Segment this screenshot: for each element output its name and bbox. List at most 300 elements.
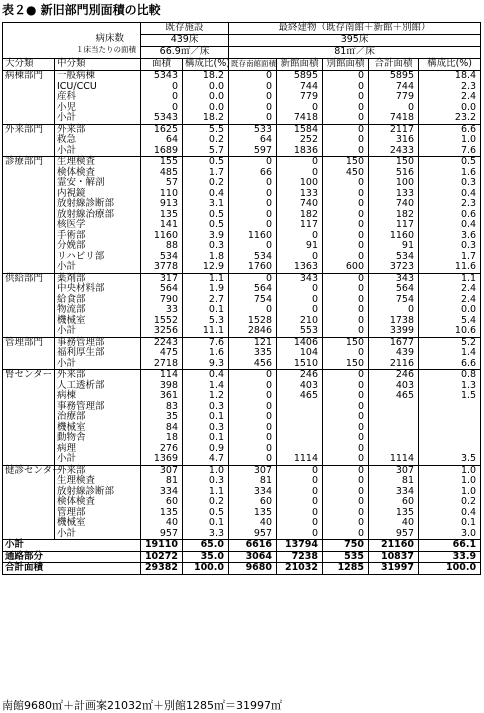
value-cell: 64 [141, 135, 183, 146]
value-cell: 0 [323, 465, 369, 476]
minor-category-cell: 検体検査 [55, 497, 141, 508]
value-cell: 0.5 [183, 508, 229, 519]
value-cell: 1114 [369, 454, 419, 465]
value-cell: 0 [229, 103, 277, 114]
minor-category-cell: 生理検査 [55, 157, 141, 168]
value-cell: 246 [277, 370, 323, 381]
value-cell: 246 [369, 370, 419, 381]
minor-category-cell: 放射線診断部 [55, 199, 141, 210]
major-category-cell [3, 326, 55, 337]
value-cell: 0 [277, 231, 323, 242]
value-cell [369, 402, 419, 413]
value-cell: 40 [229, 518, 277, 529]
value-cell: 0.3 [183, 423, 229, 434]
value-cell: 534 [141, 252, 183, 263]
value-cell: 100 [277, 178, 323, 189]
value-cell: 740 [277, 199, 323, 210]
value-cell: 121 [229, 337, 277, 348]
value-cell: 135 [369, 508, 419, 519]
value-cell: 60 [229, 497, 277, 508]
minor-category-cell: 小計 [55, 359, 141, 370]
major-category-cell [3, 135, 55, 146]
value-cell: 1406 [277, 337, 323, 348]
value-cell: 0 [323, 273, 369, 284]
footer-value-cell: 13794 [277, 540, 323, 552]
value-cell: 0 [229, 273, 277, 284]
value-cell: 182 [277, 210, 323, 221]
value-cell: 1114 [277, 454, 323, 465]
value-cell: 0 [323, 391, 369, 402]
major-category-cell: 診療部門 [3, 157, 55, 168]
value-cell: 1.5 [419, 391, 481, 402]
table-row [3, 113, 481, 124]
minor-category-cell: 病理 [55, 444, 141, 455]
value-cell: 0 [323, 476, 369, 487]
value-cell: 1.0 [419, 465, 481, 476]
major-category-cell [3, 454, 55, 465]
major-category-cell [3, 113, 55, 124]
value-cell: 0 [277, 508, 323, 519]
value-cell: 0 [229, 71, 277, 82]
major-category-cell [3, 295, 55, 306]
value-cell: 335 [229, 348, 277, 359]
minor-category-cell: 小計 [55, 146, 141, 157]
minor-category-cell: 手術部 [55, 231, 141, 242]
value-cell: 0.1 [183, 412, 229, 423]
value-cell: 5343 [141, 113, 183, 124]
minor-category-cell: 外来部 [55, 124, 141, 135]
value-cell: 0 [323, 284, 369, 295]
value-cell: 3.1 [183, 199, 229, 210]
value-cell: 0.0 [183, 82, 229, 93]
value-cell: 33 [141, 305, 183, 316]
major-category-cell [3, 476, 55, 487]
value-cell: 1.0 [183, 465, 229, 476]
value-cell: 1.6 [419, 168, 481, 179]
value-cell: 6.6 [419, 124, 481, 135]
value-cell: 1.0 [419, 487, 481, 498]
minor-category-cell: 機械室 [55, 423, 141, 434]
footer-value-cell: 100.0 [419, 563, 481, 575]
value-cell: 0 [229, 92, 277, 103]
table-row [3, 326, 481, 337]
footer-row [3, 551, 481, 563]
footer-value-cell: 535 [323, 551, 369, 563]
value-cell: 0.3 [419, 241, 481, 252]
major-category-cell [3, 82, 55, 93]
value-cell: 0 [229, 433, 277, 444]
col-header-annex: 別館面積 [323, 59, 369, 71]
value-cell: 0 [229, 402, 277, 413]
value-cell: 7418 [369, 113, 419, 124]
header-group-existing: 既存施設 [141, 23, 229, 35]
major-category-cell [3, 231, 55, 242]
footer-value-cell: 21032 [277, 563, 323, 575]
value-cell: 0.1 [419, 518, 481, 529]
value-cell: 465 [277, 391, 323, 402]
value-cell: 403 [277, 381, 323, 392]
value-cell: 1369 [141, 454, 183, 465]
minor-category-cell: 放射線治療部 [55, 210, 141, 221]
value-cell: 2.3 [419, 82, 481, 93]
value-cell: 1510 [277, 359, 323, 370]
col-header-total: 合計面積 [369, 59, 419, 71]
value-cell: 564 [229, 284, 277, 295]
value-cell: 0 [277, 168, 323, 179]
value-cell: 0 [323, 316, 369, 327]
value-cell: 0 [277, 465, 323, 476]
major-category-cell [3, 391, 55, 402]
value-cell: 1738 [369, 316, 419, 327]
value-cell: 91 [277, 241, 323, 252]
value-cell: 2433 [369, 146, 419, 157]
value-cell: 11.1 [183, 326, 229, 337]
header-group-final: 最終建物（既存南館＋新館＋別館） [229, 23, 481, 35]
table-row [3, 262, 481, 273]
major-category-cell [3, 529, 55, 540]
footer-value-cell: 35.0 [183, 551, 229, 563]
minor-category-cell: 病棟 [55, 391, 141, 402]
value-cell: 135 [141, 508, 183, 519]
value-cell: 5.4 [419, 316, 481, 327]
minor-category-cell: 内視鏡 [55, 189, 141, 200]
minor-category-cell: 小計 [55, 529, 141, 540]
major-category-cell: 健診センター [3, 465, 55, 476]
value-cell: 334 [141, 487, 183, 498]
value-cell [369, 412, 419, 423]
value-cell: 0 [323, 454, 369, 465]
value-cell: 3723 [369, 262, 419, 273]
value-cell: 0.6 [419, 210, 481, 221]
value-cell: 0.5 [419, 157, 481, 168]
value-cell [419, 423, 481, 434]
value-cell: 3778 [141, 262, 183, 273]
footer-value-cell: 33.9 [419, 551, 481, 563]
value-cell: 307 [369, 465, 419, 476]
value-cell [369, 433, 419, 444]
major-category-cell [3, 487, 55, 498]
value-cell: 307 [229, 465, 277, 476]
value-cell: 0.4 [419, 508, 481, 519]
value-cell: 276 [141, 444, 183, 455]
per-bed-existing: 66.9㎡／床 [141, 47, 229, 59]
major-category-cell [3, 412, 55, 423]
col-header-new: 新館面積 [277, 59, 323, 71]
value-cell: 485 [141, 168, 183, 179]
beds-label: 病床数 [95, 33, 124, 44]
per-bed-label: １床当たりの面積 [76, 44, 136, 54]
major-category-cell [3, 241, 55, 252]
value-cell: 0 [323, 71, 369, 82]
col-header-minor: 中分類 [55, 59, 141, 71]
value-cell: 465 [369, 391, 419, 402]
value-cell: 7418 [277, 113, 323, 124]
value-cell: 0.0 [419, 305, 481, 316]
footer-value-cell: 10272 [141, 551, 183, 563]
value-cell: 0 [323, 146, 369, 157]
value-cell: 0 [229, 220, 277, 231]
footer-row [3, 563, 481, 575]
value-cell: 0 [229, 210, 277, 221]
value-cell: 913 [141, 199, 183, 210]
value-cell: 317 [141, 273, 183, 284]
header-blank [3, 23, 141, 59]
major-category-cell [3, 359, 55, 370]
value-cell: 316 [369, 135, 419, 146]
area-comparison-table [2, 22, 481, 575]
major-category-cell [3, 92, 55, 103]
value-cell: 0 [229, 199, 277, 210]
value-cell: 0.1 [183, 518, 229, 529]
value-cell: 744 [369, 82, 419, 93]
value-cell: 182 [369, 210, 419, 221]
value-cell: 150 [323, 157, 369, 168]
value-cell: 135 [229, 508, 277, 519]
value-cell: 957 [141, 529, 183, 540]
value-cell: 456 [229, 359, 277, 370]
value-cell: 35 [141, 412, 183, 423]
value-cell: 0 [323, 444, 369, 455]
value-cell: 0 [323, 423, 369, 434]
value-cell: 141 [141, 220, 183, 231]
footer-value-cell: 19110 [141, 540, 183, 552]
value-cell: 6.6 [419, 359, 481, 370]
major-category-cell: 病棟部門 [3, 71, 55, 82]
value-cell: 1.1 [419, 273, 481, 284]
value-cell: 60 [369, 497, 419, 508]
minor-category-cell: 小計 [55, 113, 141, 124]
value-cell: 7.6 [183, 337, 229, 348]
value-cell: 534 [229, 252, 277, 263]
value-cell: 1.7 [419, 252, 481, 263]
value-cell: 957 [229, 529, 277, 540]
value-cell: 66 [229, 168, 277, 179]
major-category-cell [3, 220, 55, 231]
value-cell: 1.1 [183, 273, 229, 284]
value-cell: 0 [229, 391, 277, 402]
value-cell: 0.5 [183, 210, 229, 221]
footer-value-cell: 65.0 [183, 540, 229, 552]
value-cell: 2117 [369, 124, 419, 135]
footer-value-cell: 21160 [369, 540, 419, 552]
value-cell: 533 [229, 124, 277, 135]
value-cell: 0 [323, 113, 369, 124]
major-category-cell [3, 103, 55, 114]
major-category-cell [3, 518, 55, 529]
value-cell: 779 [277, 92, 323, 103]
value-cell: 2.4 [419, 295, 481, 306]
value-cell: 0 [141, 92, 183, 103]
value-cell: 1.4 [183, 381, 229, 392]
value-cell: 18.4 [419, 71, 481, 82]
value-cell: 1160 [369, 231, 419, 242]
value-cell: 0 [277, 518, 323, 529]
value-cell: 3.3 [183, 529, 229, 540]
minor-category-cell: 事務管理部 [55, 337, 141, 348]
value-cell: 0 [323, 487, 369, 498]
value-cell: 2116 [369, 359, 419, 370]
value-cell: 5.7 [183, 146, 229, 157]
value-cell: 1160 [141, 231, 183, 242]
table-row [3, 529, 481, 540]
value-cell: 779 [369, 92, 419, 103]
value-cell: 0 [323, 381, 369, 392]
value-cell: 361 [141, 391, 183, 402]
value-cell: 60 [141, 497, 183, 508]
value-cell: 1689 [141, 146, 183, 157]
footer-value-cell: 750 [323, 540, 369, 552]
value-cell: 1.9 [183, 284, 229, 295]
footer-label-cell: 通路部分 [3, 551, 141, 563]
minor-category-cell: リハビリ部 [55, 252, 141, 263]
table-row [3, 454, 481, 465]
value-cell: 133 [277, 189, 323, 200]
value-cell: 1625 [141, 124, 183, 135]
footer-row [3, 540, 481, 552]
value-cell: 0 [229, 82, 277, 93]
minor-category-cell: 外来部 [55, 370, 141, 381]
value-cell: 0.1 [183, 305, 229, 316]
table-title: 表２● 新旧部門別面積の比較 [2, 3, 161, 17]
value-cell: 0 [229, 113, 277, 124]
value-cell: 0 [323, 231, 369, 242]
value-cell: 0 [229, 305, 277, 316]
value-cell: 0 [277, 157, 323, 168]
value-cell: 104 [277, 348, 323, 359]
minor-category-cell: 分娩部 [55, 241, 141, 252]
value-cell: 3256 [141, 326, 183, 337]
value-cell: 5.3 [183, 316, 229, 327]
value-cell: 0.4 [419, 189, 481, 200]
value-cell: 600 [323, 262, 369, 273]
minor-category-cell: 小児 [55, 103, 141, 114]
col-header-south: 既存南館面積 [229, 59, 277, 71]
minor-category-cell: 機械室 [55, 316, 141, 327]
table-row [3, 178, 481, 189]
value-cell: 81 [369, 476, 419, 487]
value-cell: 12.9 [183, 262, 229, 273]
major-category-cell [3, 402, 55, 413]
value-cell: 83 [141, 402, 183, 413]
major-category-cell [3, 433, 55, 444]
value-cell: 0.8 [419, 370, 481, 381]
value-cell: 0 [323, 92, 369, 103]
value-cell: 0 [323, 370, 369, 381]
major-category-cell [3, 146, 55, 157]
major-category-cell [3, 189, 55, 200]
value-cell: 398 [141, 381, 183, 392]
value-cell: 18.2 [183, 71, 229, 82]
value-cell: 0 [277, 476, 323, 487]
minor-category-cell: 産科 [55, 92, 141, 103]
value-cell [277, 433, 323, 444]
value-cell: 0 [323, 497, 369, 508]
value-cell: 0.4 [419, 220, 481, 231]
value-cell: 0 [141, 82, 183, 93]
value-cell: 1528 [229, 316, 277, 327]
value-cell: 1.2 [183, 391, 229, 402]
value-cell: 40 [369, 518, 419, 529]
value-cell: 0 [323, 241, 369, 252]
value-cell: 1677 [369, 337, 419, 348]
value-cell: 0 [323, 305, 369, 316]
major-category-cell [3, 178, 55, 189]
value-cell: 91 [369, 241, 419, 252]
value-cell: 150 [323, 337, 369, 348]
value-cell: 740 [369, 199, 419, 210]
value-cell [419, 402, 481, 413]
value-cell: 343 [277, 273, 323, 284]
minor-category-cell: 機械室 [55, 518, 141, 529]
value-cell: 754 [229, 295, 277, 306]
value-cell: 0.0 [183, 92, 229, 103]
value-cell [369, 423, 419, 434]
value-cell: 553 [277, 326, 323, 337]
value-cell: 0.2 [183, 178, 229, 189]
major-category-cell [3, 508, 55, 519]
total-caption: 南館9680㎡＋計画案21032㎡＋別館1285㎡＝31997㎡ [2, 699, 282, 712]
minor-category-cell: 小計 [55, 262, 141, 273]
value-cell: 0.4 [183, 189, 229, 200]
value-cell: 1363 [277, 262, 323, 273]
value-cell: 0 [323, 82, 369, 93]
value-cell: 0 [323, 326, 369, 337]
footer-value-cell: 3064 [229, 551, 277, 563]
value-cell: 0 [277, 252, 323, 263]
value-cell: 1.3 [419, 381, 481, 392]
beds-existing: 439床 [141, 35, 229, 47]
value-cell: 0.3 [183, 241, 229, 252]
footer-value-cell: 7238 [277, 551, 323, 563]
value-cell: 252 [277, 135, 323, 146]
footer-value-cell: 9680 [229, 563, 277, 575]
value-cell: 0 [229, 412, 277, 423]
value-cell: 64 [229, 135, 277, 146]
value-cell: 18 [141, 433, 183, 444]
value-cell [419, 412, 481, 423]
value-cell: 1584 [277, 124, 323, 135]
value-cell: 0.9 [183, 444, 229, 455]
value-cell: 1.0 [419, 476, 481, 487]
value-cell: 0 [229, 370, 277, 381]
value-cell: 155 [141, 157, 183, 168]
value-cell: 0 [229, 444, 277, 455]
value-cell: 0.2 [183, 135, 229, 146]
value-cell: 0 [323, 135, 369, 146]
value-cell: 307 [141, 465, 183, 476]
value-cell [277, 412, 323, 423]
minor-category-cell: 外来部 [55, 465, 141, 476]
table-row [3, 370, 481, 381]
value-cell: 744 [277, 82, 323, 93]
value-cell: 450 [323, 168, 369, 179]
value-cell: 475 [141, 348, 183, 359]
value-cell: 0.0 [419, 103, 481, 114]
value-cell: 0 [323, 348, 369, 359]
value-cell: 0 [229, 381, 277, 392]
value-cell: 0 [229, 241, 277, 252]
value-cell: 0 [323, 295, 369, 306]
footer-value-cell: 100.0 [183, 563, 229, 575]
value-cell: 210 [277, 316, 323, 327]
value-cell: 100 [369, 178, 419, 189]
table-row [3, 146, 481, 157]
value-cell: 564 [369, 284, 419, 295]
value-cell: 117 [277, 220, 323, 231]
value-cell: 1.6 [183, 348, 229, 359]
value-cell: 0.2 [183, 497, 229, 508]
minor-category-cell: 救急 [55, 135, 141, 146]
